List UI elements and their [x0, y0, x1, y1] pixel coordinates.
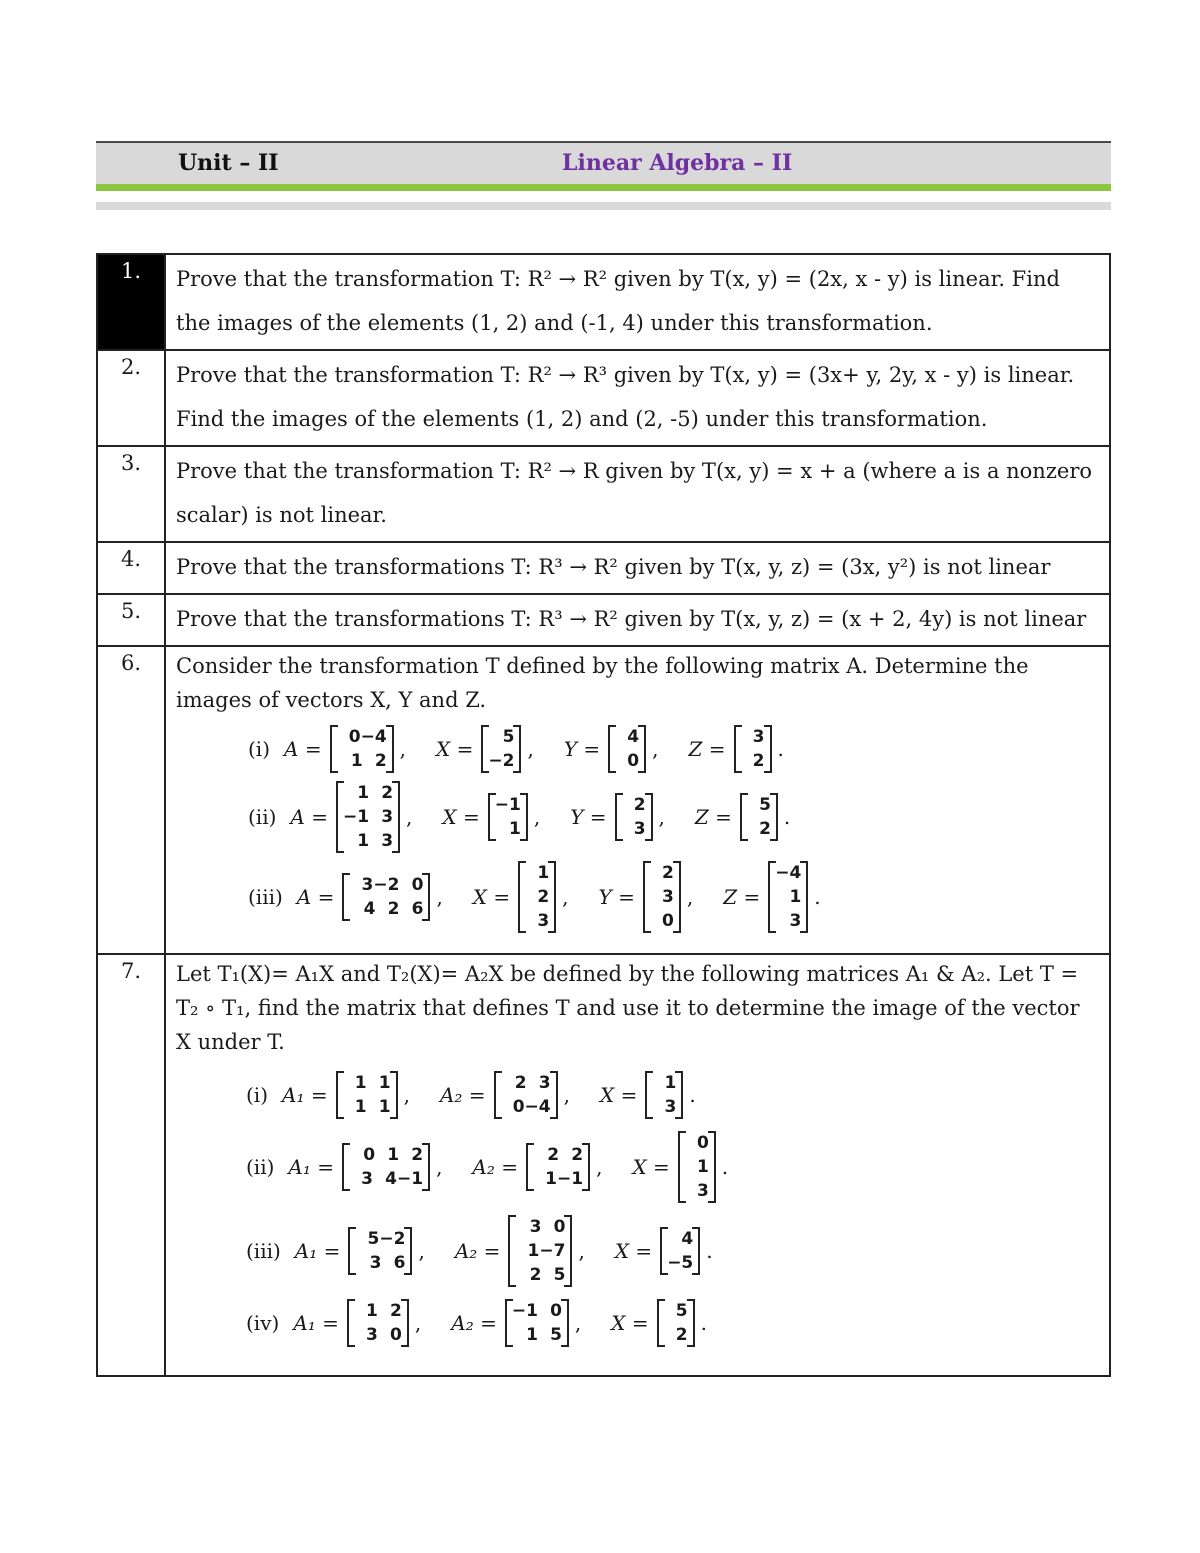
separator: ,: [686, 885, 694, 909]
matrix-entry: 3: [696, 1181, 709, 1201]
matrix-entry: 2: [675, 1325, 688, 1345]
question-text: Prove that the transformations T: R³ → R² given by T(x, y, z) = (x + 2, 4y) is not linear: [165, 594, 1110, 646]
equation-line: [176, 1299, 1099, 1347]
matrix: [347, 1299, 409, 1347]
matrix-entry: 0: [662, 911, 674, 931]
matrix-entry: 1: [357, 783, 370, 803]
matrix-name: Y =: [570, 805, 607, 829]
matrix-entry: 2: [387, 899, 400, 919]
matrix-entry: 3: [381, 807, 394, 827]
question-number: 4.: [97, 542, 165, 594]
question-number: 1.: [97, 254, 165, 350]
question-text: Prove that the transformation T: R² → R² given by T(x, y) = (2x, x - y) is linear. Find the images of the elements (1, 2) and (-1, 4) under this transformation.: [165, 254, 1110, 350]
matrix-entry: 4: [363, 899, 376, 919]
separator: ,: [403, 1083, 410, 1107]
matrix-row: [343, 781, 393, 805]
matrix: [330, 725, 394, 773]
matrix-entry: 6: [393, 1253, 406, 1273]
question-row: [97, 646, 1110, 954]
matrix-name: A₁ =: [282, 1083, 328, 1107]
question-text: Prove that the transformations T: R³ → R² given by T(x, y, z) = (3x, y²) is not linear: [165, 542, 1110, 594]
matrix-entry: 3: [366, 1325, 378, 1345]
matrix-entry: −5: [667, 1253, 694, 1273]
matrix: [678, 1131, 716, 1203]
matrix: [494, 1071, 558, 1119]
matrix: [657, 1299, 695, 1347]
matrix-entry: 0: [411, 875, 424, 895]
matrix: [336, 781, 400, 853]
matrix-row: [650, 885, 674, 909]
separator: ,: [414, 1311, 422, 1335]
matrix-row: [349, 1143, 423, 1167]
matrix-entry: 3: [633, 819, 646, 839]
matrix-entry: 1: [509, 819, 521, 839]
matrix-entry: −2: [373, 875, 400, 895]
matrix-row: [775, 909, 801, 933]
matrix-entry: 2: [662, 863, 674, 883]
matrix-row: [533, 1143, 583, 1167]
matrix-row: [650, 861, 674, 885]
question-text: Prove that the transformation T: R² → R³ given by T(x, y) = (3x+ y, 2y, x - y) is linear. Find the images of the elements (1, 2) and (2, -5) under this transformation.: [165, 350, 1110, 446]
separator: .: [689, 1083, 696, 1107]
matrix: [336, 1071, 398, 1119]
matrix: [660, 1227, 700, 1275]
matrix-row: [349, 1167, 423, 1191]
part-label: (iv): [246, 1311, 280, 1335]
separator: ,: [399, 737, 407, 761]
separator: ,: [563, 1083, 570, 1107]
part-label: (i): [246, 1083, 269, 1107]
matrix-row: [501, 1071, 551, 1095]
matrix: [518, 861, 556, 933]
separator: .: [814, 885, 821, 909]
green-rule: [96, 184, 1111, 191]
matrix-row: [775, 861, 801, 885]
matrix-entry: 3: [752, 727, 765, 747]
matrix-entry: 5: [553, 1265, 566, 1285]
matrix-row: [355, 1251, 405, 1275]
matrix-entry: −2: [488, 751, 515, 771]
question-row: [97, 446, 1110, 542]
equation-line: [176, 781, 1099, 853]
matrix-row: [525, 885, 549, 909]
question-number: 2.: [97, 350, 165, 446]
part-label: (iii): [246, 1239, 281, 1263]
separator: ,: [578, 1239, 585, 1263]
matrix-row: [525, 909, 549, 933]
matrix-name: Z =: [688, 737, 726, 761]
matrix-name: X =: [599, 1083, 638, 1107]
unit-label: Unit – II: [178, 150, 279, 176]
matrix: [608, 725, 646, 773]
matrix-name: A₂ =: [454, 1239, 501, 1263]
matrix-entry: 0: [348, 727, 361, 747]
separator: ,: [418, 1239, 425, 1263]
matrix-entry: 5: [502, 727, 515, 747]
question-row: [97, 542, 1110, 594]
matrix-entry: 1: [378, 1073, 391, 1093]
matrix-entry: 0: [363, 1145, 376, 1165]
header-bar: [96, 141, 1111, 184]
matrix-row: [515, 1215, 565, 1239]
matrix-row: [667, 1251, 693, 1275]
question-row: [97, 954, 1110, 1376]
matrix-row: [515, 1239, 565, 1263]
matrix-entry: 4: [681, 1229, 694, 1249]
matrix-name: A₂ =: [439, 1083, 486, 1107]
matrix: [508, 1215, 572, 1287]
matrix-name: Y =: [598, 885, 635, 909]
matrix: [643, 861, 681, 933]
matrix-row: [650, 909, 674, 933]
matrix-entry: 2: [759, 819, 771, 839]
matrix-row: [685, 1131, 709, 1155]
matrix-name: A₂ =: [451, 1311, 497, 1335]
matrix-row: [652, 1095, 676, 1119]
matrix-entry: 0: [550, 1301, 562, 1321]
matrix-row: [343, 805, 393, 829]
separator: .: [777, 737, 784, 761]
matrix-entry: 3: [789, 911, 802, 931]
matrix-entry: 1: [354, 1073, 367, 1093]
matrix-name: X =: [472, 885, 511, 909]
separator: ,: [527, 737, 534, 761]
subject-title: Linear Algebra – II: [562, 150, 793, 176]
q7-matrices: [176, 1071, 1099, 1347]
matrix-entry: 1: [357, 831, 370, 851]
matrix-row: [741, 725, 765, 749]
matrix-entry: 1: [696, 1157, 709, 1177]
questions-table: [96, 253, 1111, 1377]
matrix-entry: −1: [396, 1169, 424, 1189]
matrix: [488, 793, 528, 841]
separator: .: [706, 1239, 713, 1263]
matrix-entry: 0: [627, 751, 640, 771]
matrix-entry: 2: [633, 795, 646, 815]
question-row: [97, 350, 1110, 446]
matrix-entry: 1: [387, 1145, 400, 1165]
matrix-row: [533, 1167, 583, 1191]
part-label: (ii): [248, 805, 277, 829]
matrix-entry: 1: [378, 1097, 391, 1117]
matrix: [342, 873, 430, 921]
matrix-entry: 2: [411, 1145, 424, 1165]
matrix-entry: 1: [366, 1301, 378, 1321]
matrix-entry: 2: [547, 1145, 560, 1165]
matrix-row: [512, 1323, 562, 1347]
matrix-entry: 0: [553, 1217, 566, 1237]
matrix-entry: 2: [571, 1145, 584, 1165]
matrix-row: [615, 749, 639, 773]
matrix-entry: 5: [550, 1325, 562, 1345]
matrix-entry: −4: [524, 1097, 551, 1117]
matrix-row: [747, 817, 771, 841]
matrix-row: [495, 793, 521, 817]
separator: .: [700, 1311, 707, 1335]
matrix-name: X =: [436, 737, 474, 761]
question-number: 6.: [97, 646, 165, 954]
question-number: 3.: [97, 446, 165, 542]
matrix: [505, 1299, 569, 1347]
matrix-row: [337, 725, 387, 749]
matrix-entry: 2: [374, 751, 387, 771]
matrix-entry: 3: [662, 887, 674, 907]
matrix-entry: 0: [696, 1133, 709, 1153]
matrix-entry: 2: [529, 1265, 542, 1285]
matrix-entry: −4: [360, 727, 387, 747]
matrix: [768, 861, 808, 933]
matrix-row: [354, 1299, 402, 1323]
matrix-entry: −2: [379, 1229, 406, 1249]
matrix-entry: 5: [675, 1301, 688, 1321]
matrix-entry: 0: [390, 1325, 402, 1345]
question-text: Consider the transformation T defined by the following matrix A. Determine the images of vectors X, Y and Z.: [176, 654, 1029, 712]
q6-matrices: [176, 725, 1099, 933]
equation-line: [176, 725, 1099, 773]
matrix-entry: 4: [627, 727, 640, 747]
separator: ,: [658, 805, 665, 829]
matrix-row: [615, 725, 639, 749]
matrix-row: [512, 1299, 562, 1323]
part-label: (iii): [248, 885, 283, 909]
matrix-name: X =: [442, 805, 480, 829]
equation-line: [176, 1131, 1099, 1203]
matrix: [740, 793, 778, 841]
matrix-entry: −4: [775, 863, 802, 883]
matrix-name: X =: [614, 1239, 653, 1263]
matrix-entry: 0: [512, 1097, 525, 1117]
separator: ,: [562, 885, 569, 909]
equation-line: [176, 1071, 1099, 1119]
matrix-name: Y =: [563, 737, 601, 761]
separator: ,: [436, 885, 443, 909]
part-label: (ii): [246, 1155, 275, 1179]
matrix: [645, 1071, 683, 1119]
matrix-name: X =: [632, 1155, 670, 1179]
matrix-entry: 1: [354, 1097, 367, 1117]
question-number: 5.: [97, 594, 165, 646]
matrix-row: [349, 873, 423, 897]
matrix-row: [622, 817, 646, 841]
matrix-name: Z =: [723, 885, 761, 909]
matrix-entry: 3: [537, 911, 550, 931]
matrix-row: [667, 1227, 693, 1251]
matrix-row: [622, 793, 646, 817]
matrix-row: [741, 749, 765, 773]
matrix-row: [515, 1263, 565, 1287]
matrix-entry: 1: [350, 751, 363, 771]
matrix-entry: 1: [664, 1073, 677, 1093]
matrix-row: [775, 885, 801, 909]
matrix-name: A₁ =: [288, 1155, 334, 1179]
matrix: [526, 1143, 590, 1191]
matrix-entry: 3: [361, 1169, 373, 1189]
matrix-name: X =: [611, 1311, 649, 1335]
matrix-name: A₁ =: [293, 1311, 339, 1335]
matrix-row: [501, 1095, 551, 1119]
matrix-row: [337, 749, 387, 773]
separator: ,: [406, 805, 413, 829]
matrix-row: [495, 817, 521, 841]
matrix-row: [664, 1299, 688, 1323]
separator: .: [783, 805, 791, 829]
matrix-entry: 1: [537, 863, 550, 883]
gray-rule: [96, 202, 1111, 210]
part-label: (i): [248, 737, 271, 761]
matrix-entry: 5: [759, 795, 771, 815]
matrix-entry: 2: [390, 1301, 402, 1321]
matrix-name: A =: [296, 885, 335, 909]
matrix-entry: 3: [538, 1073, 551, 1093]
matrix-entry: 6: [411, 899, 424, 919]
matrix-row: [349, 897, 423, 921]
equation-line: [176, 861, 1099, 933]
matrix-entry: 3: [529, 1217, 542, 1237]
matrix-name: Z =: [694, 805, 732, 829]
matrix-row: [652, 1071, 676, 1095]
matrix-row: [488, 749, 514, 773]
matrix-entry: 3: [664, 1097, 677, 1117]
equation-line: [176, 1215, 1099, 1287]
matrix-row: [685, 1179, 709, 1203]
matrix-name: A =: [290, 805, 328, 829]
matrix-row: [355, 1227, 405, 1251]
matrix-entry: 3: [381, 831, 394, 851]
matrix: [348, 1227, 412, 1275]
matrix-entry: 4: [385, 1169, 397, 1189]
matrix-row: [664, 1323, 688, 1347]
matrix: [615, 793, 653, 841]
matrix-entry: 2: [752, 751, 765, 771]
matrix-name: A₁ =: [294, 1239, 341, 1263]
question-text: Let T₁(X)= A₁X and T₂(X)= A₂X be defined by the following matrices A₁ & A₂. Let T = T₂ ∘ T₁, find the matrix that defines T and use it to determine the image of the vector X under T.: [176, 962, 1080, 1054]
matrix-entry: −1: [494, 795, 521, 815]
matrix-row: [354, 1323, 402, 1347]
matrix-row: [685, 1155, 709, 1179]
matrix-entry: 5: [367, 1229, 380, 1249]
question-text: Prove that the transformation T: R² → R given by T(x, y) = x + a (where a is a nonzero scalar) is not linear.: [165, 446, 1110, 542]
separator: ,: [652, 737, 659, 761]
separator: .: [721, 1155, 729, 1179]
matrix-entry: 1: [527, 1241, 540, 1261]
matrix-entry: 1: [545, 1169, 557, 1189]
matrix-row: [343, 1071, 391, 1095]
question-row: [97, 254, 1110, 350]
matrix-row: [343, 829, 393, 853]
matrix-entry: 2: [537, 887, 550, 907]
separator: ,: [533, 805, 541, 829]
matrix: [481, 725, 521, 773]
matrix-entry: −7: [539, 1241, 566, 1261]
matrix-entry: 3: [361, 875, 374, 895]
question-number: 7.: [97, 954, 165, 1376]
matrix-entry: 2: [381, 783, 394, 803]
matrix-entry: −1: [342, 807, 370, 827]
matrix-entry: 3: [369, 1253, 382, 1273]
matrix-row: [343, 1095, 391, 1119]
matrix-name: A =: [284, 737, 322, 761]
matrix-name: A₂ =: [472, 1155, 518, 1179]
separator: ,: [596, 1155, 603, 1179]
separator: ,: [436, 1155, 443, 1179]
matrix-row: [747, 793, 771, 817]
matrix-row: [525, 861, 549, 885]
matrix: [342, 1143, 430, 1191]
matrix-entry: −1: [511, 1301, 538, 1321]
matrix: [734, 725, 772, 773]
matrix-entry: 1: [526, 1325, 538, 1345]
matrix-row: [488, 725, 514, 749]
matrix-entry: 1: [789, 887, 802, 907]
matrix-entry: 2: [514, 1073, 527, 1093]
question-row: [97, 594, 1110, 646]
matrix-entry: −1: [557, 1169, 584, 1189]
separator: ,: [574, 1311, 582, 1335]
